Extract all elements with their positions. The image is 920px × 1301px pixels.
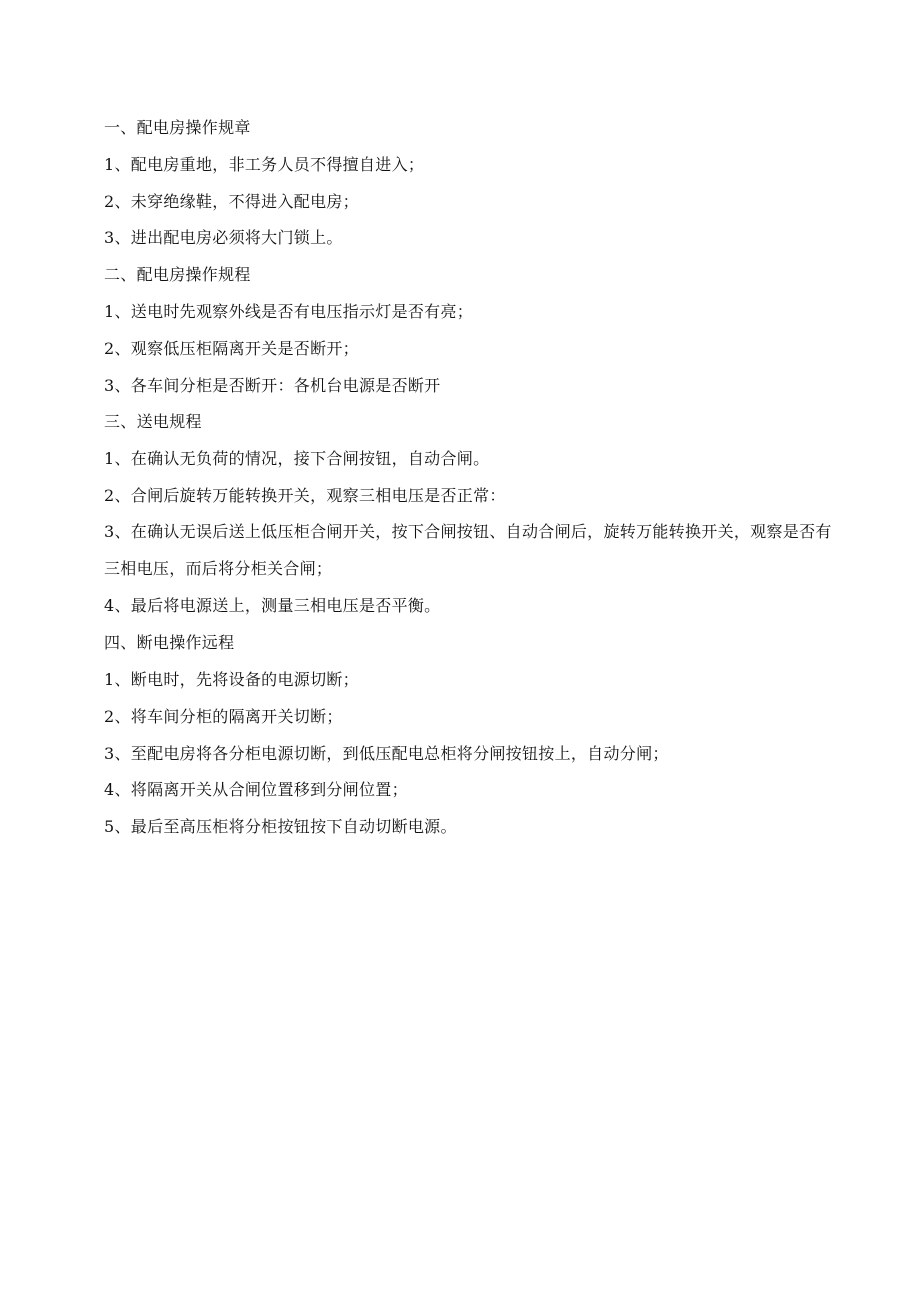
list-item: 5、最后至高压柜将分柜按钮按下自动切断电源。 [104, 817, 457, 837]
list-item: 2、未穿绝缘鞋，不得进入配电房； [104, 191, 359, 211]
section-heading: 四、断电操作远程 [104, 633, 235, 653]
list-item: 3、在确认无误后送上低压柜合闸开关，按下合闸按钮、自动合闸后，旋转万能转换开关，观察是否有三相电压，而后将分柜关合闸； [104, 522, 832, 579]
list-item: 1、在确认无负荷的情况，接下合闸按钮，自动合闸。 [104, 449, 490, 469]
list-item: 3、至配电房将各分柜电源切断，到低压配电总柜将分闸按钮按上，自动分闸； [104, 743, 669, 763]
section-heading: 二、配电房操作规程 [104, 265, 251, 285]
list-item: 4、将隔离开关从合闸位置移到分闸位置； [104, 780, 408, 800]
list-item: 2、合闸后旋转万能转换开关，观察三相电压是否正常： [104, 485, 506, 505]
section-heading: 三、送电规程 [104, 412, 202, 432]
document-body [104, 118, 844, 854]
list-item: 1、配电房重地，非工务人员不得擅自进入； [104, 154, 425, 174]
list-item: 4、最后将电源送上，测量三相电压是否平衡。 [104, 596, 441, 616]
list-item: 1、断电时，先将设备的电源切断； [104, 669, 359, 689]
list-item: 2、将车间分柜的隔离开关切断； [104, 706, 343, 726]
list-item: 1、送电时先观察外线是否有电压指示灯是否有亮； [104, 301, 474, 321]
section-heading: 一、配电房操作规章 [104, 118, 251, 137]
list-item: 2、观察低压柜隔离开关是否断开； [104, 338, 359, 358]
list-item: 3、进出配电房必须将大门锁上。 [104, 228, 343, 248]
list-item: 3、各车间分柜是否断开：各机台电源是否断开 [104, 375, 441, 395]
